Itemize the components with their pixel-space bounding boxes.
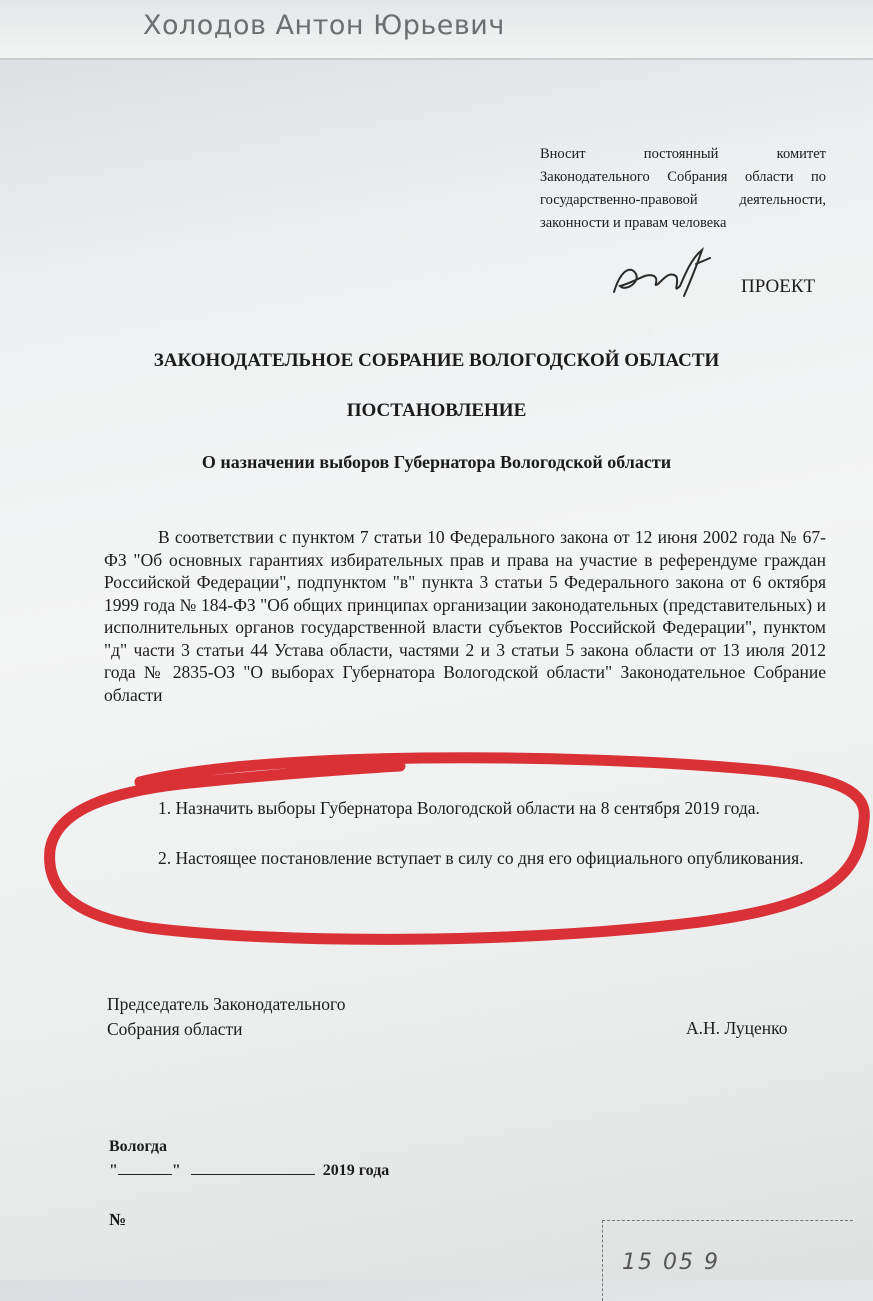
signatory-title-line-1: Председатель Законодательного xyxy=(107,994,346,1014)
number-label: № xyxy=(109,1210,127,1229)
user-name: Холодов Антон Юрьевич xyxy=(143,10,505,41)
signatory-name: А.Н. Луценко xyxy=(686,1018,788,1038)
preamble-paragraph: В соответствии с пунктом 7 статьи 10 Федерального закона от 12 июня 2002 года № 67-ФЗ "Об основных гарантиях избирательных прав и права на участие в референдуме граждан Российской Федерации", подпунктом "в" пункта 3 статьи 5 Федерального закона от 6 октября 1999 года № 184-ФЗ "Об общих принципах организации законодательных (представительных) и исполнительных органов государственной власти субъектов Российской Федерации", пунктом "д" части 3 статьи 44 Устава области, частями 2 и 3 статьи 5 закона области от 13 июля 2012 года № 2835-ОЗ "О выборах Губернатора Вологодской области" Законодательное Собрание области xyxy=(104,527,826,705)
project-label: ПРОЕКТ xyxy=(741,276,816,297)
document-subject: О назначении выборов Губернатора Вологодской области xyxy=(201,452,672,472)
quote-close: " xyxy=(171,1162,181,1179)
submitter-note: Вносит постоянный комитет Законодательного Собрания области по государственно-правовой деятельности, законности и правам человека xyxy=(540,146,826,231)
year-text: 2019 года xyxy=(322,1162,390,1179)
signature-icon xyxy=(606,232,716,302)
signatory-title xyxy=(107,992,346,1042)
month-blank xyxy=(191,1174,315,1175)
date-line xyxy=(109,1162,389,1180)
organization-title: ЗАКОНОДАТЕЛЬНОЕ СОБРАНИЕ ВОЛОГОДСКОЙ ОБЛАСТИ xyxy=(153,350,720,371)
quote-open: " xyxy=(109,1162,118,1179)
stamp-date: 15 05 9 xyxy=(622,1250,720,1275)
resolution-item-1: 1. Назначить выборы Губернатора Вологодской области на 8 сентября 2019 года. xyxy=(158,798,760,818)
city-label: Вологда xyxy=(109,1138,167,1155)
day-blank xyxy=(118,1174,172,1175)
resolution-item-2: 2. Настоящее постановление вступает в силу со дня его официального опубликования. xyxy=(158,848,804,868)
signatory-title-line-2: Собрания области xyxy=(107,1019,243,1039)
document-type: ПОСТАНОВЛЕНИЕ xyxy=(346,400,527,421)
